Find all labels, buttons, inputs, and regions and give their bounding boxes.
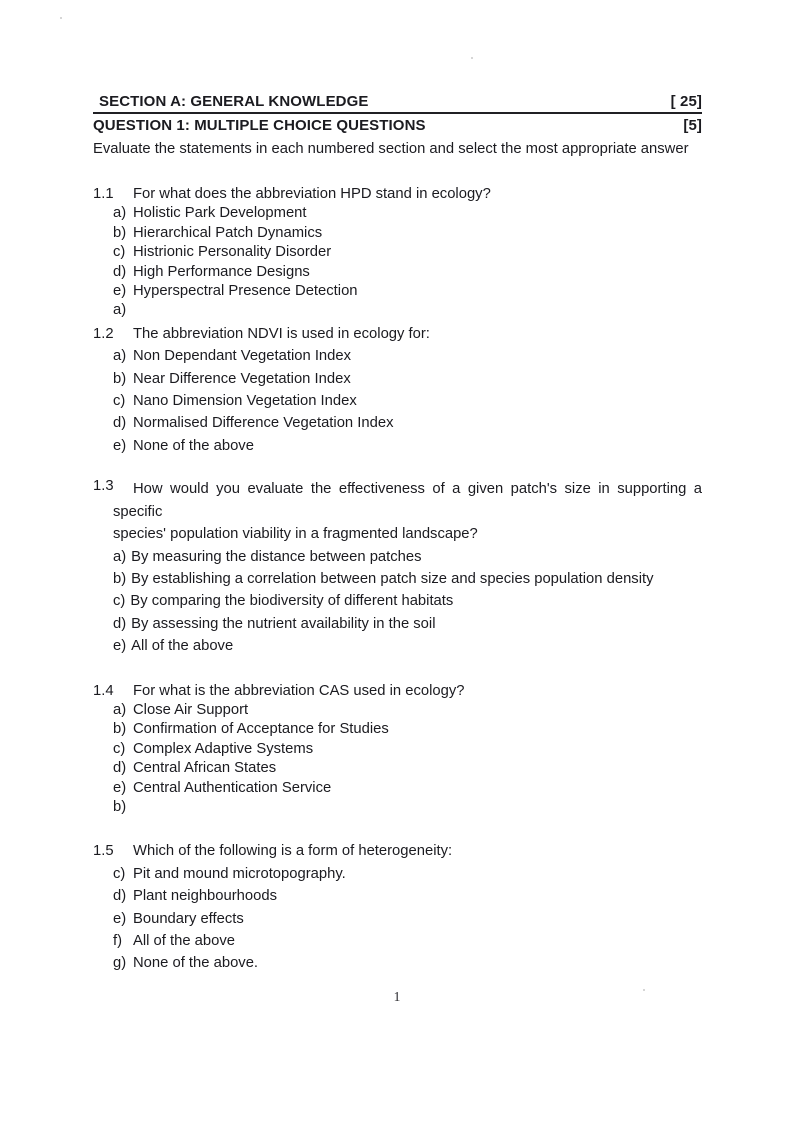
- options-list: [113, 345, 702, 457]
- question-number: 1.5: [93, 843, 114, 860]
- question-number: 1.3: [93, 478, 114, 495]
- question-block-1-1: [93, 185, 702, 321]
- option-row: [113, 863, 702, 885]
- option-text: [133, 798, 702, 817]
- option-label: d): [113, 760, 127, 777]
- question-line: [93, 840, 702, 862]
- option-row: [113, 345, 702, 367]
- option-text: Normalised Difference Vegetation Index: [133, 415, 394, 432]
- option-label: b): [113, 721, 127, 738]
- option-row: [113, 435, 702, 457]
- option-text: Complex Adaptive Systems: [133, 740, 314, 757]
- question-body: [113, 478, 702, 657]
- scan-speck: [60, 17, 62, 19]
- option-label: b): [113, 798, 127, 815]
- option-row: [113, 885, 702, 907]
- option-row: [113, 224, 702, 243]
- option-label: d): [113, 615, 127, 632]
- option-text: Central African States: [133, 760, 277, 777]
- option-text: By comparing the biodiversity of different habitats: [130, 593, 454, 610]
- option-row: [113, 759, 702, 778]
- option-label: c): [113, 740, 126, 757]
- option-text: Near Difference Vegetation Index: [133, 370, 351, 387]
- question-block-1-4: [93, 682, 702, 818]
- question-block-1-3: [93, 478, 702, 657]
- option-row: [113, 390, 702, 412]
- option-text: Histrionic Personality Disorder: [133, 244, 332, 261]
- option-row: [113, 720, 702, 739]
- option-label: e): [113, 437, 127, 454]
- option-label: b): [113, 224, 127, 241]
- option-text: By measuring the distance between patches: [131, 548, 422, 565]
- option-text: Pit and mound microtopography.: [133, 865, 346, 882]
- option-label: e): [113, 638, 127, 655]
- option-label: a): [113, 302, 127, 319]
- options-list: [113, 863, 702, 975]
- question-text: Which of the following is a form of heterogeneity:: [133, 843, 453, 860]
- options-list: [113, 546, 702, 658]
- option-text: By establishing a correlation between patch size and species population density: [131, 570, 654, 587]
- option-row: [113, 568, 702, 590]
- option-row: [113, 779, 702, 798]
- question-text-line2: species' population viability in a fragmented landscape?: [113, 526, 478, 543]
- option-row: [113, 301, 702, 320]
- option-text: Plant neighbourhoods: [133, 888, 277, 905]
- option-row: [113, 204, 702, 223]
- section-header: [93, 93, 702, 114]
- section-title: SECTION A: GENERAL KNOWLEDGE: [99, 93, 369, 110]
- option-text: All of the above: [133, 933, 236, 949]
- option-text: None of the above.: [133, 955, 259, 972]
- option-label: d): [113, 888, 127, 905]
- question-text: For what does the abbreviation HPD stand in ecology?: [133, 186, 491, 202]
- question-number: 1.4: [93, 682, 114, 699]
- question-line: [93, 323, 702, 345]
- option-text: [133, 301, 702, 320]
- option-text: Close Air Support: [133, 701, 249, 718]
- question-text: The abbreviation NDVI is used in ecology for:: [133, 325, 430, 342]
- option-row: [113, 263, 702, 282]
- option-row: [113, 546, 702, 568]
- section-marks: [ 25]: [670, 93, 702, 110]
- option-row: [113, 282, 702, 301]
- question-text: For what is the abbreviation CAS used in ecology?: [133, 682, 465, 699]
- option-label: e): [113, 779, 127, 796]
- option-row: [113, 412, 702, 434]
- option-row: [113, 952, 702, 974]
- option-label: e): [113, 910, 127, 927]
- option-text: By assessing the nutrient availability in the soil: [131, 615, 436, 632]
- option-label: d): [113, 263, 127, 280]
- option-label: c): [113, 393, 126, 410]
- option-row: [113, 740, 702, 759]
- option-text: Non Dependant Vegetation Index: [133, 348, 352, 365]
- question-block-1-5: [93, 840, 702, 974]
- option-text: Hierarchical Patch Dynamics: [133, 224, 323, 241]
- option-text: None of the above: [133, 437, 254, 454]
- option-text: All of the above: [131, 638, 234, 655]
- question-block-1-2: [93, 323, 702, 457]
- question-line: [93, 682, 702, 701]
- option-row: [113, 590, 702, 612]
- question-title: QUESTION 1: MULTIPLE CHOICE QUESTIONS: [93, 117, 426, 134]
- option-label: c): [113, 593, 126, 610]
- option-row: [113, 613, 702, 635]
- option-text: High Performance Designs: [133, 263, 310, 280]
- question-header: [93, 117, 702, 135]
- option-label: a): [113, 348, 127, 365]
- option-row: [113, 243, 702, 262]
- option-label: e): [113, 283, 127, 300]
- question-number: 1.2: [93, 325, 114, 342]
- option-label: a): [113, 205, 127, 222]
- option-label: a): [113, 548, 127, 565]
- option-text: Hyperspectral Presence Detection: [133, 283, 358, 300]
- option-label: d): [113, 415, 127, 432]
- option-text: Nano Dimension Vegetation Index: [133, 393, 357, 410]
- option-label: g): [113, 955, 127, 972]
- option-label: c): [113, 865, 126, 882]
- option-label: f): [113, 933, 123, 949]
- option-row: [113, 908, 702, 930]
- option-row: [113, 635, 702, 657]
- question-text-line1: How would you evaluate the effectiveness of a given patch's size in supporting a specific: [113, 481, 702, 520]
- option-text: Holistic Park Development: [133, 205, 307, 222]
- option-row: [113, 798, 702, 817]
- option-row: [113, 930, 702, 952]
- option-label: b): [113, 370, 127, 387]
- options-list: [113, 204, 702, 320]
- option-row: [113, 368, 702, 390]
- option-row: [113, 701, 702, 720]
- scan-speck: [471, 57, 473, 59]
- option-label: c): [113, 244, 126, 261]
- option-text: Confirmation of Acceptance for Studies: [133, 721, 389, 738]
- option-text: Boundary effects: [133, 910, 244, 927]
- question-line: [93, 185, 702, 204]
- question-number: 1.1: [93, 186, 114, 202]
- instruction-text: Evaluate the statements in each numbered section and select the most appropriate answer: [93, 141, 689, 157]
- option-label: b): [113, 570, 127, 587]
- option-label: a): [113, 701, 127, 718]
- option-text: Central Authentication Service: [133, 779, 332, 796]
- options-list: [113, 701, 702, 817]
- page-number: 1: [393, 989, 401, 1004]
- question-marks: [5]: [683, 117, 702, 134]
